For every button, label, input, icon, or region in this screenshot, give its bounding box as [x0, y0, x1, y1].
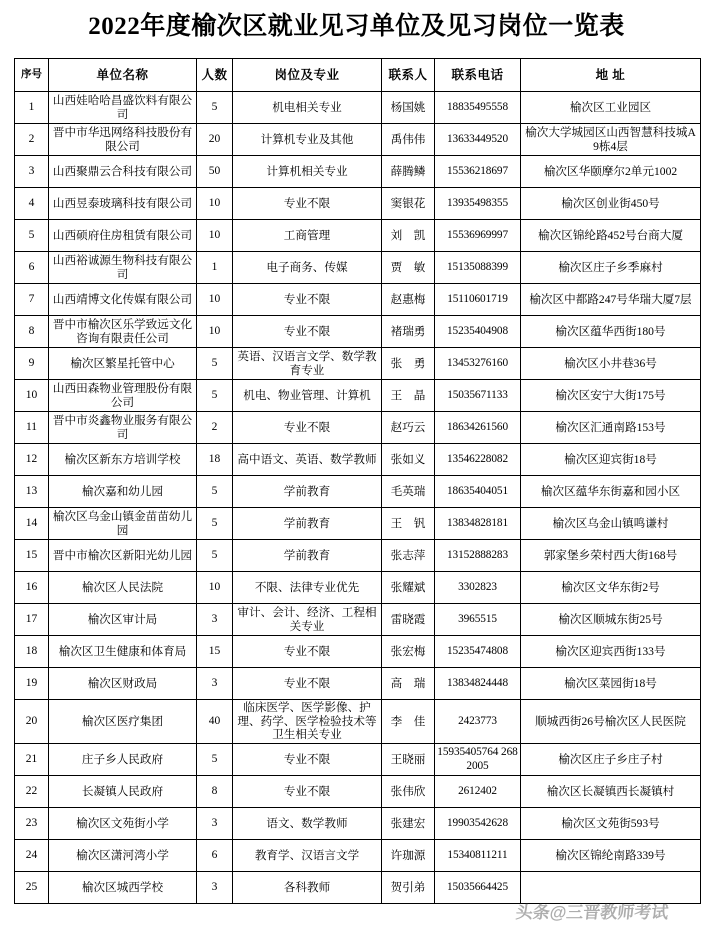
- table-row: [15, 284, 701, 316]
- cell-index: 4: [15, 188, 49, 220]
- table-row: [15, 808, 701, 840]
- cell-address: 榆次区长凝镇西长凝镇村: [521, 776, 701, 808]
- cell-job: 教育学、汉语言文学: [233, 840, 382, 872]
- cell-contact: 杨国姚: [382, 92, 435, 124]
- cell-unit: 榆次区审计局: [49, 604, 197, 636]
- cell-phone: 18634261560: [435, 412, 521, 444]
- table-row: [15, 156, 701, 188]
- column-header-index: 序号: [15, 59, 49, 92]
- cell-index: 14: [15, 508, 49, 540]
- cell-contact: 张建宏: [382, 808, 435, 840]
- cell-index: 24: [15, 840, 49, 872]
- table-row: [15, 700, 701, 744]
- cell-unit: 晋中市炎鑫物业服务有限公司: [49, 412, 197, 444]
- cell-unit: 晋中市榆次区新阳光幼儿园: [49, 540, 197, 572]
- cell-contact: 张如义: [382, 444, 435, 476]
- table-row: [15, 540, 701, 572]
- cell-job: 专业不限: [233, 636, 382, 668]
- table-row: [15, 348, 701, 380]
- cell-address: 榆次区乌金山镇鸣谦村: [521, 508, 701, 540]
- cell-job: 专业不限: [233, 412, 382, 444]
- cell-unit: 榆次区新东方培训学校: [49, 444, 197, 476]
- column-header-count: 人数: [197, 59, 233, 92]
- cell-count: 10: [197, 220, 233, 252]
- table-body: [15, 92, 701, 904]
- cell-job: 机电相关专业: [233, 92, 382, 124]
- cell-job: 英语、汉语言文学、数学教育专业: [233, 348, 382, 380]
- cell-contact: 毛英瑞: [382, 476, 435, 508]
- cell-index: 6: [15, 252, 49, 284]
- cell-unit: 晋中市榆次区乐学致远文化咨询有限责任公司: [49, 316, 197, 348]
- table-row: [15, 744, 701, 776]
- cell-phone: 15935405764 2682005: [435, 744, 521, 776]
- cell-contact: 张宏梅: [382, 636, 435, 668]
- cell-address: 榆次区锦纶路452号台商大厦: [521, 220, 701, 252]
- cell-job: 专业不限: [233, 316, 382, 348]
- cell-index: 21: [15, 744, 49, 776]
- table-row: [15, 572, 701, 604]
- cell-count: 6: [197, 840, 233, 872]
- cell-index: 1: [15, 92, 49, 124]
- cell-address: 郭家堡乡荣村西大街168号: [521, 540, 701, 572]
- cell-count: 5: [197, 744, 233, 776]
- cell-unit: 山西靖博文化传媒有限公司: [49, 284, 197, 316]
- cell-phone: 13453276160: [435, 348, 521, 380]
- cell-phone: 13834824448: [435, 668, 521, 700]
- table-header-row: [15, 59, 701, 92]
- cell-contact: 许珈源: [382, 840, 435, 872]
- cell-job: 工商管理: [233, 220, 382, 252]
- cell-contact: 张 勇: [382, 348, 435, 380]
- cell-phone: 18835495558: [435, 92, 521, 124]
- cell-job: 专业不限: [233, 744, 382, 776]
- cell-unit: 山西昱泰玻璃科技有限公司: [49, 188, 197, 220]
- table-row: [15, 872, 701, 904]
- cell-count: 10: [197, 316, 233, 348]
- cell-contact: 贺引弟: [382, 872, 435, 904]
- cell-address: 榆次区中都路247号华瑞大厦7层: [521, 284, 701, 316]
- cell-index: 18: [15, 636, 49, 668]
- cell-unit: 榆次区医疗集团: [49, 700, 197, 744]
- table-row: [15, 412, 701, 444]
- cell-contact: 褚瑞勇: [382, 316, 435, 348]
- column-header-job: 岗位及专业: [233, 59, 382, 92]
- cell-job: 各科教师: [233, 872, 382, 904]
- cell-count: 1: [197, 252, 233, 284]
- cell-index: 2: [15, 124, 49, 156]
- cell-phone: 15035664425: [435, 872, 521, 904]
- cell-unit: 榆次区人民法院: [49, 572, 197, 604]
- cell-count: 50: [197, 156, 233, 188]
- cell-phone: 2612402: [435, 776, 521, 808]
- cell-unit: 晋中市华迅网络科技股份有限公司: [49, 124, 197, 156]
- cell-phone: 19903542628: [435, 808, 521, 840]
- cell-index: 19: [15, 668, 49, 700]
- cell-address: 榆次区蕴华东街嘉和园小区: [521, 476, 701, 508]
- cell-index: 17: [15, 604, 49, 636]
- cell-index: 3: [15, 156, 49, 188]
- cell-address: 榆次区工业园区: [521, 92, 701, 124]
- internship-listing-table: [14, 58, 701, 904]
- table-row: [15, 476, 701, 508]
- cell-contact: 窦银花: [382, 188, 435, 220]
- cell-contact: 张耀斌: [382, 572, 435, 604]
- cell-contact: 禹伟伟: [382, 124, 435, 156]
- cell-contact: 薛腾鳞: [382, 156, 435, 188]
- cell-phone: 18635404051: [435, 476, 521, 508]
- cell-count: 5: [197, 380, 233, 412]
- cell-phone: 15536218697: [435, 156, 521, 188]
- cell-index: 8: [15, 316, 49, 348]
- cell-address: 榆次区庄子乡庄子村: [521, 744, 701, 776]
- cell-address: 榆次区华颐摩尔2单元1002: [521, 156, 701, 188]
- page-title: 2022年度榆次区就业见习单位及见习岗位一览表: [88, 13, 625, 40]
- column-header-address: 地 址: [521, 59, 701, 92]
- cell-address: 榆次区菜园街18号: [521, 668, 701, 700]
- cell-count: 3: [197, 872, 233, 904]
- cell-phone: 15235404908: [435, 316, 521, 348]
- cell-phone: 15340811211: [435, 840, 521, 872]
- listing-table-container: [14, 58, 700, 904]
- cell-phone: 13546228082: [435, 444, 521, 476]
- table-header: [15, 59, 701, 92]
- cell-unit: 山西裕诚源生物科技有限公司: [49, 252, 197, 284]
- cell-job: 高中语文、英语、数学教师: [233, 444, 382, 476]
- cell-unit: 榆次区财政局: [49, 668, 197, 700]
- cell-unit: 榆次嘉和幼儿园: [49, 476, 197, 508]
- cell-job: 专业不限: [233, 776, 382, 808]
- cell-job: 机电、物业管理、计算机: [233, 380, 382, 412]
- cell-index: 5: [15, 220, 49, 252]
- cell-contact: 雷晓霞: [382, 604, 435, 636]
- cell-job: 学前教育: [233, 508, 382, 540]
- cell-index: 9: [15, 348, 49, 380]
- cell-unit: 山西娃哈哈昌盛饮料有限公司: [49, 92, 197, 124]
- cell-job: 临床医学、医学影像、护理、药学、医学检验技术等卫生相关专业: [233, 700, 382, 744]
- cell-count: 8: [197, 776, 233, 808]
- cell-job: 专业不限: [233, 668, 382, 700]
- cell-count: 18: [197, 444, 233, 476]
- cell-contact: 张志萍: [382, 540, 435, 572]
- cell-index: 12: [15, 444, 49, 476]
- cell-contact: 王 钒: [382, 508, 435, 540]
- table-row: [15, 668, 701, 700]
- cell-index: 16: [15, 572, 49, 604]
- cell-count: 5: [197, 508, 233, 540]
- cell-phone: 15536969997: [435, 220, 521, 252]
- table-row: [15, 840, 701, 872]
- cell-address: 榆次区蕴华西街180号: [521, 316, 701, 348]
- table-row: [15, 380, 701, 412]
- cell-unit: 榆次区城西学校: [49, 872, 197, 904]
- cell-phone: 13633449520: [435, 124, 521, 156]
- cell-job: 学前教育: [233, 540, 382, 572]
- cell-count: 3: [197, 808, 233, 840]
- cell-contact: 王 晶: [382, 380, 435, 412]
- cell-unit: 榆次区潇河湾小学: [49, 840, 197, 872]
- cell-count: 10: [197, 572, 233, 604]
- table-row: [15, 188, 701, 220]
- cell-address: 榆次区庄子乡季麻村: [521, 252, 701, 284]
- cell-index: 23: [15, 808, 49, 840]
- table-row: [15, 220, 701, 252]
- cell-job: 电子商务、传媒: [233, 252, 382, 284]
- cell-phone: 3965515: [435, 604, 521, 636]
- cell-index: 10: [15, 380, 49, 412]
- cell-unit: 山西聚鼎云合科技有限公司: [49, 156, 197, 188]
- cell-unit: 山西硕府住房租赁有限公司: [49, 220, 197, 252]
- cell-phone: 15135088399: [435, 252, 521, 284]
- cell-job: 专业不限: [233, 188, 382, 220]
- cell-unit: 庄子乡人民政府: [49, 744, 197, 776]
- cell-job: 不限、法律专业优先: [233, 572, 382, 604]
- cell-contact: 王晓丽: [382, 744, 435, 776]
- cell-count: 40: [197, 700, 233, 744]
- cell-job: 计算机专业及其他: [233, 124, 382, 156]
- cell-unit: 榆次区乌金山镇金苗苗幼儿园: [49, 508, 197, 540]
- column-header-contact: 联系人: [382, 59, 435, 92]
- cell-phone: 13935498355: [435, 188, 521, 220]
- cell-contact: 刘 凯: [382, 220, 435, 252]
- cell-phone: 13834828181: [435, 508, 521, 540]
- cell-address: 榆次区顺城东街25号: [521, 604, 701, 636]
- cell-address: 榆次区创业街450号: [521, 188, 701, 220]
- watermark-text: 头条@三晋教师考试: [514, 903, 670, 922]
- cell-phone: 15235474808: [435, 636, 521, 668]
- cell-index: 25: [15, 872, 49, 904]
- table-row: [15, 776, 701, 808]
- cell-count: 20: [197, 124, 233, 156]
- cell-contact: 李 佳: [382, 700, 435, 744]
- table-row: [15, 636, 701, 668]
- cell-address: 榆次大学城园区山西智慧科技城A9栋4层: [521, 124, 701, 156]
- cell-address: 榆次区文华东街2号: [521, 572, 701, 604]
- cell-contact: 贾 敏: [382, 252, 435, 284]
- cell-contact: 赵巧云: [382, 412, 435, 444]
- cell-count: 15: [197, 636, 233, 668]
- cell-index: 22: [15, 776, 49, 808]
- cell-unit: 长凝镇人民政府: [49, 776, 197, 808]
- cell-count: 10: [197, 284, 233, 316]
- cell-index: 15: [15, 540, 49, 572]
- cell-phone: 3302823: [435, 572, 521, 604]
- table-row: [15, 124, 701, 156]
- cell-contact: 高 瑞: [382, 668, 435, 700]
- cell-phone: 2423773: [435, 700, 521, 744]
- cell-job: 语文、数学教师: [233, 808, 382, 840]
- cell-count: 5: [197, 92, 233, 124]
- cell-count: 2: [197, 412, 233, 444]
- cell-address: 榆次区文苑街593号: [521, 808, 701, 840]
- table-row: [15, 444, 701, 476]
- cell-phone: 15035671133: [435, 380, 521, 412]
- cell-job: 审计、会计、经济、工程相关专业: [233, 604, 382, 636]
- cell-unit: 榆次区文苑街小学: [49, 808, 197, 840]
- cell-count: 5: [197, 476, 233, 508]
- cell-unit: 榆次区卫生健康和体育局: [49, 636, 197, 668]
- cell-address: 榆次区迎宾西街133号: [521, 636, 701, 668]
- cell-address: 榆次区汇通南路153号: [521, 412, 701, 444]
- cell-index: 7: [15, 284, 49, 316]
- cell-job: 专业不限: [233, 284, 382, 316]
- cell-job: 计算机相关专业: [233, 156, 382, 188]
- cell-count: 3: [197, 604, 233, 636]
- cell-count: 5: [197, 540, 233, 572]
- cell-contact: 赵惠梅: [382, 284, 435, 316]
- table-row: [15, 316, 701, 348]
- table-row: [15, 604, 701, 636]
- table-row: [15, 92, 701, 124]
- cell-job: 学前教育: [233, 476, 382, 508]
- cell-index: 13: [15, 476, 49, 508]
- column-header-unit: 单位名称: [49, 59, 197, 92]
- column-header-phone: 联系电话: [435, 59, 521, 92]
- cell-address: 顺城西街26号榆次区人民医院: [521, 700, 701, 744]
- cell-address: 榆次区迎宾街18号: [521, 444, 701, 476]
- cell-contact: 张伟欣: [382, 776, 435, 808]
- cell-count: 10: [197, 188, 233, 220]
- cell-unit: 榆次区繁星托管中心: [49, 348, 197, 380]
- table-row: [15, 508, 701, 540]
- cell-phone: 15110601719: [435, 284, 521, 316]
- cell-count: 5: [197, 348, 233, 380]
- cell-count: 3: [197, 668, 233, 700]
- cell-address: 榆次区锦纶南路339号: [521, 840, 701, 872]
- cell-index: 20: [15, 700, 49, 744]
- cell-unit: 山西田森物业管理股份有限公司: [49, 380, 197, 412]
- cell-address: 榆次区小井巷36号: [521, 348, 701, 380]
- cell-phone: 13152888283: [435, 540, 521, 572]
- cell-address: 榆次区安宁大街175号: [521, 380, 701, 412]
- cell-index: 11: [15, 412, 49, 444]
- table-row: [15, 252, 701, 284]
- cell-address: [521, 872, 701, 904]
